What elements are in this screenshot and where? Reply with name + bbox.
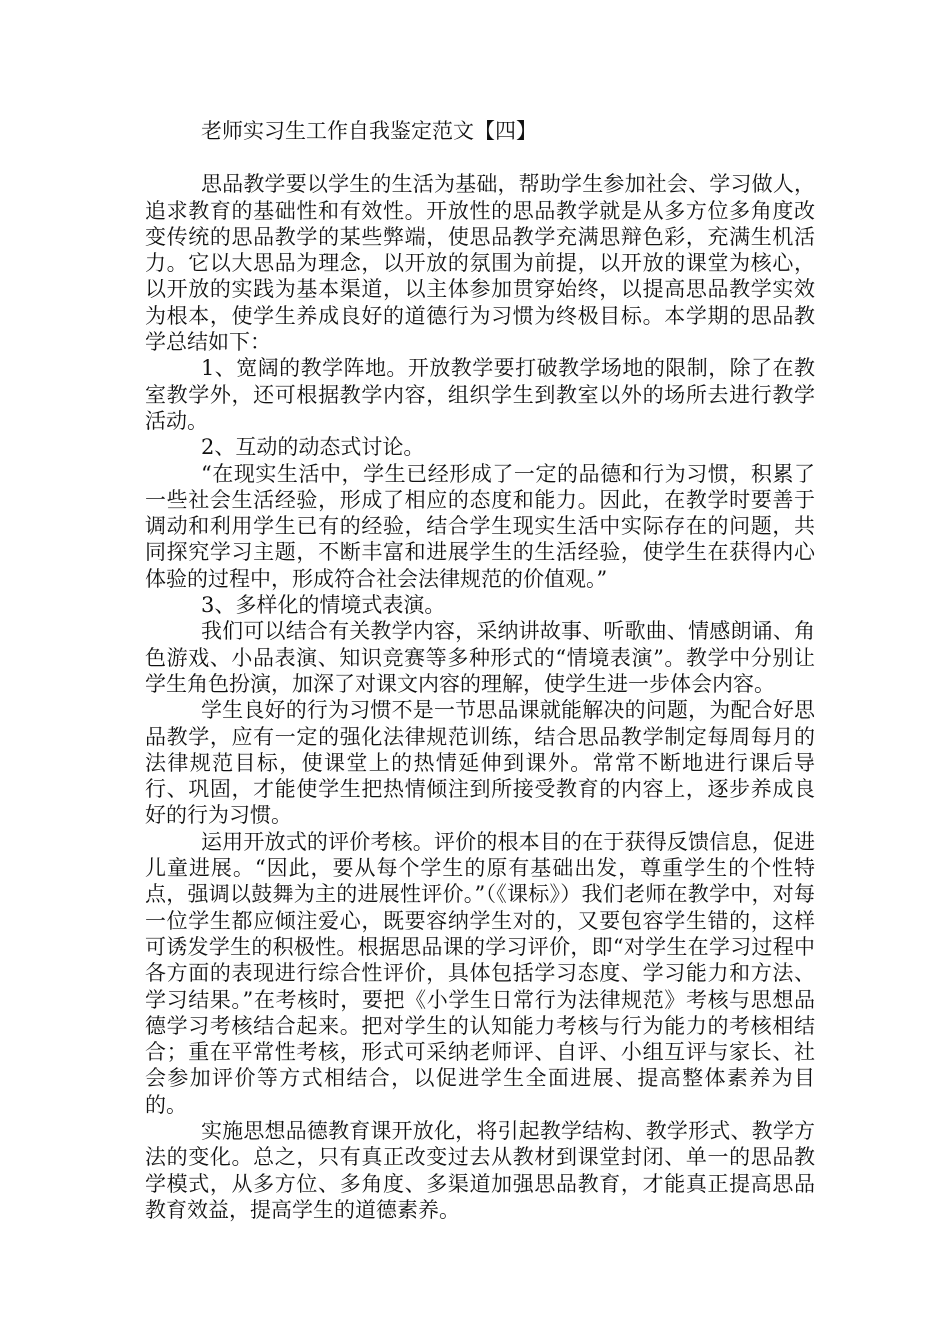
paragraph-conclusion: 实施思想品德教育课开放化，将引起教学结构、教学形式、教学方法的变化。总之，只有真正改变过去从教材到课堂封闭、单一的思品教学模式，从多方位、多角度、多渠道加强思品教育，才能真正提高思品教育效益，提高学生的道德素养。 [145,1118,815,1222]
paragraph-evaluation: 运用开放式的评价考核。评价的根本目的在于获得反馈信息，促进儿童进展。“因此，要从每个学生的原有基础出发，尊重学生的个性特点，强调以鼓舞为主的进展性评价。”（《课标》）我们老师在教学中，对每一位学生都应倾注爱心，既要容纳学生对的，又要包容学生错的，这样可诱发学生的积极性。根据思品课的学习评价，即“对学生在学习过程中各方面的表现进行综合性评价，具体包括学习态度、学习能力和方法、学习结果。”在考核时，要把《小学生日常行为法律规范》考核与思想品德学习考核结合起来。把对学生的认知能力考核与行为能力的考核相结合；重在平常性考核，形式可采纳老师评、自评、小组互评与家长、社会参加评价等方式相结合，以促进学生全面进展、提高整体素养为目的。 [145,829,815,1117]
paragraph-item-3-heading: 3、多样化的情境式表演。 [201,593,446,618]
paragraph-habits: 学生良好的行为习惯不是一节思品课就能解决的问题，为配合好思品教学，应有一定的强化法律规范训练，结合思品教学制定每周每月的法律规范目标，使课堂上的热情延伸到课外。常常不断地进行课后导行、巩固，才能使学生把热情倾注到所接受教育的内容上，逐步养成良好的行为习惯。 [145,698,815,828]
paragraph-intro: 思品教学要以学生的生活为基础，帮助学生参加社会、学习做人，追求教育的基础性和有效性。开放性的思品教学就是从多方位多角度改变传统的思品教学的某些弊端，使思品教学充满思辩色彩，充满生机活力。它以大思品为理念，以开放的氛围为前提，以开放的课堂为核心，以开放的实践为基本渠道，以主体参加贯穿始终，以提高思品教学实效为根本，使学生养成良好的道德行为习惯为终极目标。本学期的思品教学总结如下： [145,172,815,355]
document-title: 老师实习生工作自我鉴定范文【四】 [201,119,537,143]
paragraph-performance: 我们可以结合有关教学内容，采纳讲故事、听歌曲、情感朗诵、角色游戏、小品表演、知识竞赛等多种形式的“情境表演”。教学中分别让学生角色扮演，加深了对课文内容的理解，使学生进一步体会内容。 [145,619,815,696]
paragraph-item-2-heading: 2、互动的动态式讨论。 [201,435,425,460]
paragraph-item-1: 1、宽阔的教学阵地。开放教学要打破教学场地的限制，除了在教室教学外，还可根据教学内容，组织学生到教室以外的场所去进行教学活动。 [145,356,815,433]
document-page [145,118,815,1223]
paragraph-quote: “在现实生活中，学生已经形成了一定的品德和行为习惯，积累了一些社会生活经验，形成了相应的态度和能力。因此，在教学时要善于调动和利用学生已有的经验，结合学生现实生活中实际存在的问题，共同探究学习主题，不断丰富和进展学生的生活经验，使学生在获得内心体验的过程中，形成符合社会法律规范的价值观。” [145,461,815,591]
